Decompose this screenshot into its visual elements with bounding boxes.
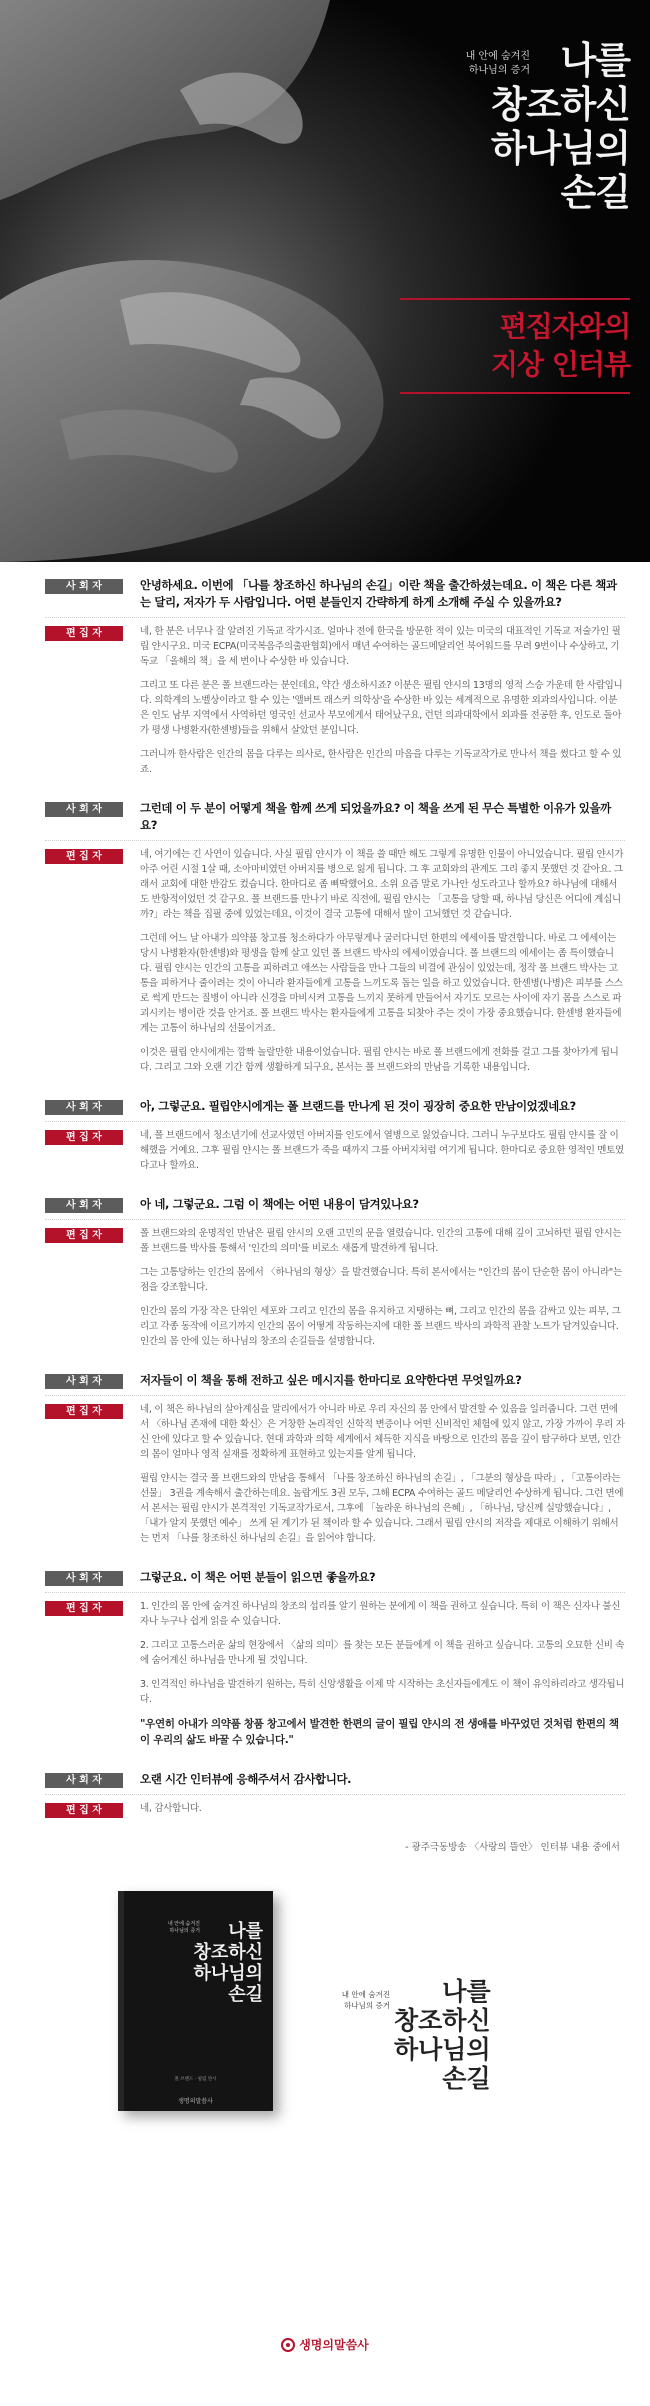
publisher-name: 생명의말씀사 bbox=[299, 2338, 369, 2352]
question-row bbox=[45, 1098, 625, 1122]
question-text: 저자들이 이 책을 통해 전하고 싶은 메시지를 한마디로 요약한다면 무엇일까요? bbox=[140, 1373, 522, 1387]
question-row bbox=[45, 1771, 625, 1795]
interview-block bbox=[45, 577, 625, 786]
hero-rule-bottom bbox=[400, 392, 630, 394]
hero-title-line: 창조하신 bbox=[491, 82, 630, 126]
book-spine bbox=[118, 1891, 124, 2111]
book-cover-logo: 생명의말씀사 bbox=[178, 2098, 213, 2105]
book-title-line: 나를 bbox=[442, 1977, 491, 2006]
answer-row bbox=[45, 1128, 625, 1182]
editor-label: 편 집 자 bbox=[45, 849, 123, 864]
hero-kicker-line: 내 안에 숨겨진 bbox=[465, 51, 530, 62]
answer-paragraph: 네, 폴 브랜드에서 청소년기에 선교사였던 아버지를 인도에서 열병으로 잃었습니다. 그러니 누구보다도 필립 얀시를 잘 이해했을 거예요. 그후 필립 얀시는 폴 브랜드가 죽을 때까지 그를 아버지처럼 여기게 됩니다. 한마디로 중요한 영적인 멘토였다고나 할까요. bbox=[140, 1130, 624, 1171]
answer-row bbox=[45, 1226, 625, 1358]
question-row bbox=[45, 800, 625, 841]
answer-paragraph: 이것은 필립 얀시에게는 깜짝 놀랄만한 내용이었습니다. 필립 얀시는 바로 폴 브랜드에게 전화를 걸고 그를 찾아가게 됩니다. 그리고 그와 오랜 기간 함께 생활하게 되구요, 본서는 폴 브랜드와의 만남을 기록한 내용입니다. bbox=[140, 1047, 619, 1073]
answer-paragraph: 폴 브랜드와의 운명적인 만남은 필립 얀시의 오랜 고민의 문을 열렸습니다. 인간의 고통에 대해 깊이 고뇌하던 필립 얀시는 폴 브랜드를 박사를 통해서 '인간의 의미'를 비로소 새롭게 발견하게 됩니다. bbox=[140, 1228, 622, 1254]
interview-source: - 광주극동방송 〈사랑의 뜰안〉 인터뷰 내용 중에서 bbox=[405, 1842, 620, 1853]
question-text: 아 네, 그렇군요. 그럼 이 책에는 어떤 내용이 담겨있나요? bbox=[140, 1197, 419, 1211]
question-text: 안녕하세요. 이번에 「나를 창조하신 하나님의 손길」이란 책을 출간하셨는데요. 이 책은 다른 책과는 달리, 저자가 두 사람입니다. 어떤 분들인지 간략하게 하게 소개해 주실 수 있을까요? bbox=[140, 578, 617, 609]
question-text: 그렇군요. 이 책은 어떤 분들이 읽으면 좋을까요? bbox=[140, 1570, 376, 1584]
answer-text bbox=[140, 1226, 625, 1358]
hero-title-line: 하나님의 bbox=[491, 126, 630, 170]
answer-paragraph: 그리고 또 다른 분은 폴 브랜드라는 분인데요, 약간 생소하시죠? 이분은 필립 얀시의 13명의 영적 스승 가운데 한 사람입니다. 의학계의 노벨상이라고 할 수 있는 '앨버트 래스커 의학상'을 수상한 바 있는 세계적으로 유명한 외과의사입니다. 이분은 인도 남부 지역에서 사역하던 영국인 선교사 부모에게서 태어났구요, 런던 의과대학에서 외과를 전공한 후, 인도로 돌아가 평생 나병환자(한센병)들을 위해서 살았던 분입니다. bbox=[140, 680, 623, 736]
question-row bbox=[45, 1196, 625, 1220]
answer-row bbox=[45, 847, 625, 1084]
editor-label: 편 집 자 bbox=[45, 1601, 123, 1616]
hero-subtitle-line: 지상 인터뷰 bbox=[491, 348, 630, 381]
hero-title-line: 손길 bbox=[560, 170, 630, 214]
book-title-line: 손길 bbox=[442, 2064, 491, 2093]
book-title-kicker-line: 내 안에 숨겨진 bbox=[341, 1990, 390, 1999]
book-cover-title-line: 손길 bbox=[228, 1984, 263, 2005]
answer-text bbox=[140, 1801, 201, 1825]
editor-label: 편 집 자 bbox=[45, 1130, 123, 1145]
editor-label: 편 집 자 bbox=[45, 1803, 123, 1818]
answer-row bbox=[45, 1402, 625, 1555]
publisher-mark-icon bbox=[281, 2338, 295, 2352]
answer-paragraph: 네, 감사합니다. bbox=[140, 1803, 202, 1814]
hero-title-line: 나를 bbox=[560, 38, 630, 82]
interview-block bbox=[45, 1196, 625, 1358]
book-title bbox=[394, 1977, 491, 2093]
interview-block bbox=[45, 1372, 625, 1555]
answer-row bbox=[45, 1801, 625, 1825]
book-cover-title-line: 창조하신 bbox=[193, 1942, 263, 1963]
editor-label: 편 집 자 bbox=[45, 1404, 123, 1419]
hero-rule-top bbox=[400, 298, 630, 300]
question-text: 오랜 시간 인터뷰에 응해주셔서 감사합니다. bbox=[140, 1772, 352, 1786]
answer-text bbox=[140, 1599, 625, 1757]
book-cover-title-line: 나를 bbox=[228, 1921, 263, 1942]
editor-label: 편 집 자 bbox=[45, 1228, 123, 1243]
question-row bbox=[45, 1569, 625, 1593]
book-cover-title bbox=[193, 1921, 263, 2005]
question-row bbox=[45, 1372, 625, 1396]
answer-text bbox=[140, 847, 625, 1084]
answer-row bbox=[45, 624, 625, 786]
answer-paragraph: 그러니까 한사람은 인간의 몸을 다루는 의사로, 한사람은 인간의 마음을 다루는 기독교작가로 만나서 책을 썼다고 할 수 있죠. bbox=[140, 749, 622, 775]
interview-block bbox=[45, 1569, 625, 1757]
answer-paragraph: 인간의 몸의 가장 작은 단위인 세포와 그리고 인간의 몸을 유지하고 지탱하는 뼈, 그리고 인간의 몸을 감싸고 있는 피부, 그리고 각종 동작에 이르기까지 인간의 몸이 어떻게 작동하는지에 대한 폴 브랜드 박사의 과학적 관찰 노트가 담겨있습니다. 인간의 몸 안에 있는 하나님의 창조의 손길들을 설명합니다. bbox=[140, 1306, 621, 1347]
host-label: 사 회 자 bbox=[45, 1100, 123, 1115]
answer-row bbox=[45, 1599, 625, 1757]
book-cover-kicker-line: 하나님의 증거 bbox=[169, 1928, 200, 1934]
answer-paragraph: 필립 얀시는 결국 폴 브랜드와의 만남을 통해서 「나를 창조하신 하나님의 손길」, 「그분의 형상을 따라」, 「고통이라는 선물」 3권을 계속해서 출간하는데요. 놀랍게도 3권 모두, 그해 ECPA 수여하는 골드 메달리언 수상하게 됩니다. 그런 면에서 본서는 필립 얀시가 본격적인 기독교작가로서, 그후에 「놀라운 하나님의 은혜」, 「하나님, 당신께 실망했습니다」, 「내가 알지 못했던 예수」 쓰게 된 계기가 된 책이라 할 수 있습니다. 그래서 필립 얀시의 저작을 제대로 이해하기 위해서는 먼저 「나를 창조하신 하나님의 손길」을 읽어야 합니다. bbox=[140, 1473, 624, 1544]
host-label: 사 회 자 bbox=[45, 1571, 123, 1586]
interview bbox=[0, 562, 650, 1853]
question-text: 아, 그렇군요. 필립얀시에게는 폴 브랜드를 만나게 된 것이 굉장히 중요한 만남이었겠네요? bbox=[140, 1099, 576, 1113]
answer-paragraph: 네, 여기에는 긴 사연이 있습니다. 사실 필립 얀시가 이 책을 쓸 때만 해도 그렇게 유명한 인물이 아니었습니다. 필립 얀시가 아주 어린 시절 1살 때, 소아마비였던 아버지를 병으로 잃게 됩니다. 그 후 교회와의 관계도 그리 좋지 못했던 것 같아요. 그래서 교회에 대한 반감도 컸습니다. 한마디로 좀 삐딱했어요. 소위 요즘 말로 가나안 성도라고나 할까요? 하나님에 대해서도 반항적이었던 것 같구요. 폴 브랜드를 만나기 바로 직전에, 필립 얀시는 「고통을 당할 때, 하나님 당신은 어디에 계십니까?」라는 책을 집필 중에 있었는데요, 이것이 결국 고통에 대해서 많이 고뇌했던 것 같습니다. bbox=[140, 849, 624, 920]
host-label: 사 회 자 bbox=[45, 1773, 123, 1788]
answer-paragraph: 네, 한 분은 너무나 잘 알려진 기독교 작가시죠. 얼마나 전에 한국을 방문한 적이 있는 미국의 대표적인 기독교 저술가인 필립 얀시구요. 미국 ECPA(미국복음주의출판협회)에서 매년 수여하는 골드메달리언 북어워드를 무려 9번이나 수상하고, 기독교 「올해의 책」을 세 번이나 수상한 바 있습니다. bbox=[140, 626, 621, 667]
answer-paragraph: 그는 고통당하는 인간의 몸에서 〈하나님의 형상〉을 발견했습니다. 특히 본서에서는 "인간의 몸이 단순한 몸이 아니라"는 점을 강조합니다. bbox=[140, 1267, 622, 1293]
question-row bbox=[45, 577, 625, 618]
book-title-kicker bbox=[330, 1989, 390, 2011]
interview-block bbox=[45, 1771, 625, 1825]
answer-paragraph: 그런데 어느 날 아내가 의약품 창고를 청소하다가 아무렇게나 굴러다니던 한편의 에세이를 발견합니다. 바로 그 에세이는 당시 나병환자(한센병)와 평생을 함께 살고 있던 폴 브랜드 박사의 에세이였습니다. 폴 브랜드의 에세이는 좀 특이했습니다. 필립 얀시는 인간의 고통을 피하려고 애쓰는 사람들을 만나 그들의 비결에 관심이 있었는데, 정작 폴 브랜드 박사는 고통을 피하거나 줄이려는 것이 아니라 환자들에게 고통을 느끼도록 돕는 일을 하고 있었습니다. 한센병(나병)은 피부를 스스로 썩게 만드는 질병이 아니라 신경을 마비시켜 고통을 느끼지 못하게 만들어서 자기도 모르는 사이에 자기 몸을 스스로 파괴시키는 병이란 것을 안거죠. 폴 브랜드 박사는 환자들에게 고통을 되찾아 주는 것이 가장 중요했습니다. 한센병 환자들에게는 고통이 하나님의 선물이거죠. bbox=[140, 933, 623, 1034]
answer-paragraph: 네, 이 책은 하나님의 살아계심을 말리에서가 아니라 바로 우리 자신의 몸 안에서 발견할 수 있음을 일러줍니다. 그런 면에서 〈하나님 존재에 대한 확신〉은 거창한 논리적인 신학적 변증이나 어떤 신비적인 체험에 있지 않고, 가장 가까이 우리 자신 안에 있다고 할 수 있습니다. 현대 과학과 의학 세계에서 체득한 지식을 바탕으로 인간의 몸을 깊이 탐구하다 보면, 인간의 몸이 얼마나 영적 실재를 정확하게 표현하고 있는지를 알게 됩니다. bbox=[140, 1404, 625, 1460]
book-cover-authors: 폴 브랜드 · 필립 얀시 bbox=[174, 2077, 217, 2082]
book-title-kicker-line: 하나님의 증거 bbox=[344, 2001, 390, 2010]
hero-title bbox=[390, 38, 630, 214]
host-label: 사 회 자 bbox=[45, 579, 123, 594]
hero-subtitle bbox=[400, 308, 630, 384]
book-title-line: 하나님의 bbox=[394, 2035, 491, 2064]
answer-paragraph: "우연히 아내가 의약품 창품 창고에서 발견한 한편의 글이 필립 얀시의 전 생애를 바꾸었던 것처럼 한편의 책이 우리의 삶도 바꿀 수 있습니다." bbox=[140, 1718, 619, 1746]
host-label: 사 회 자 bbox=[45, 1198, 123, 1213]
publisher-logo bbox=[0, 2336, 650, 2353]
answer-text bbox=[140, 624, 625, 786]
editor-label: 편 집 자 bbox=[45, 626, 123, 641]
book-cover bbox=[118, 1891, 273, 2111]
host-label: 사 회 자 bbox=[45, 1374, 123, 1389]
book-section bbox=[0, 1853, 650, 2153]
interview-block bbox=[45, 1098, 625, 1182]
book-cover-kicker-line: 내 안에 숨겨진 bbox=[167, 1921, 200, 1927]
hero-subtitle-line: 편집자와의 bbox=[499, 310, 630, 343]
book-title-line: 창조하신 bbox=[394, 2006, 491, 2035]
question-text: 그런데 이 두 분이 어떻게 책을 함께 쓰게 되었을까요? 이 책을 쓰게 된 무슨 특별한 이유가 있을까요? bbox=[140, 801, 611, 832]
answer-text bbox=[140, 1402, 625, 1555]
answer-paragraph: 2. 그리고 고통스러운 삶의 현장에서 〈삶의 의미〉를 찾는 모든 분들에게 이 책을 권하고 싶습니다. 고통의 오묘한 신비 속에 숨어계신 하나님을 만나게 될 것입니다. bbox=[140, 1640, 625, 1666]
hero-kicker-line: 하나님의 증거 bbox=[468, 65, 530, 76]
answer-text bbox=[140, 1128, 625, 1182]
book-cover-title-line: 하나님의 bbox=[193, 1963, 263, 1984]
host-label: 사 회 자 bbox=[45, 802, 123, 817]
interview-block bbox=[45, 800, 625, 1084]
hero-banner bbox=[0, 0, 650, 562]
answer-paragraph: 3. 인격적인 하나님을 발견하기 원하는, 특히 신앙생활을 이제 막 시작하는 초신자들에게도 이 책이 유익하리라고 생각됩니다. bbox=[140, 1679, 625, 1705]
answer-paragraph: 1. 인간의 몸 안에 숨겨진 하나님의 창조의 섭리를 알기 원하는 분에게 이 책을 권하고 싶습니다. 특히 이 책은 신자나 불신자나 누구나 쉽게 읽을 수 있습니다. bbox=[140, 1601, 621, 1627]
